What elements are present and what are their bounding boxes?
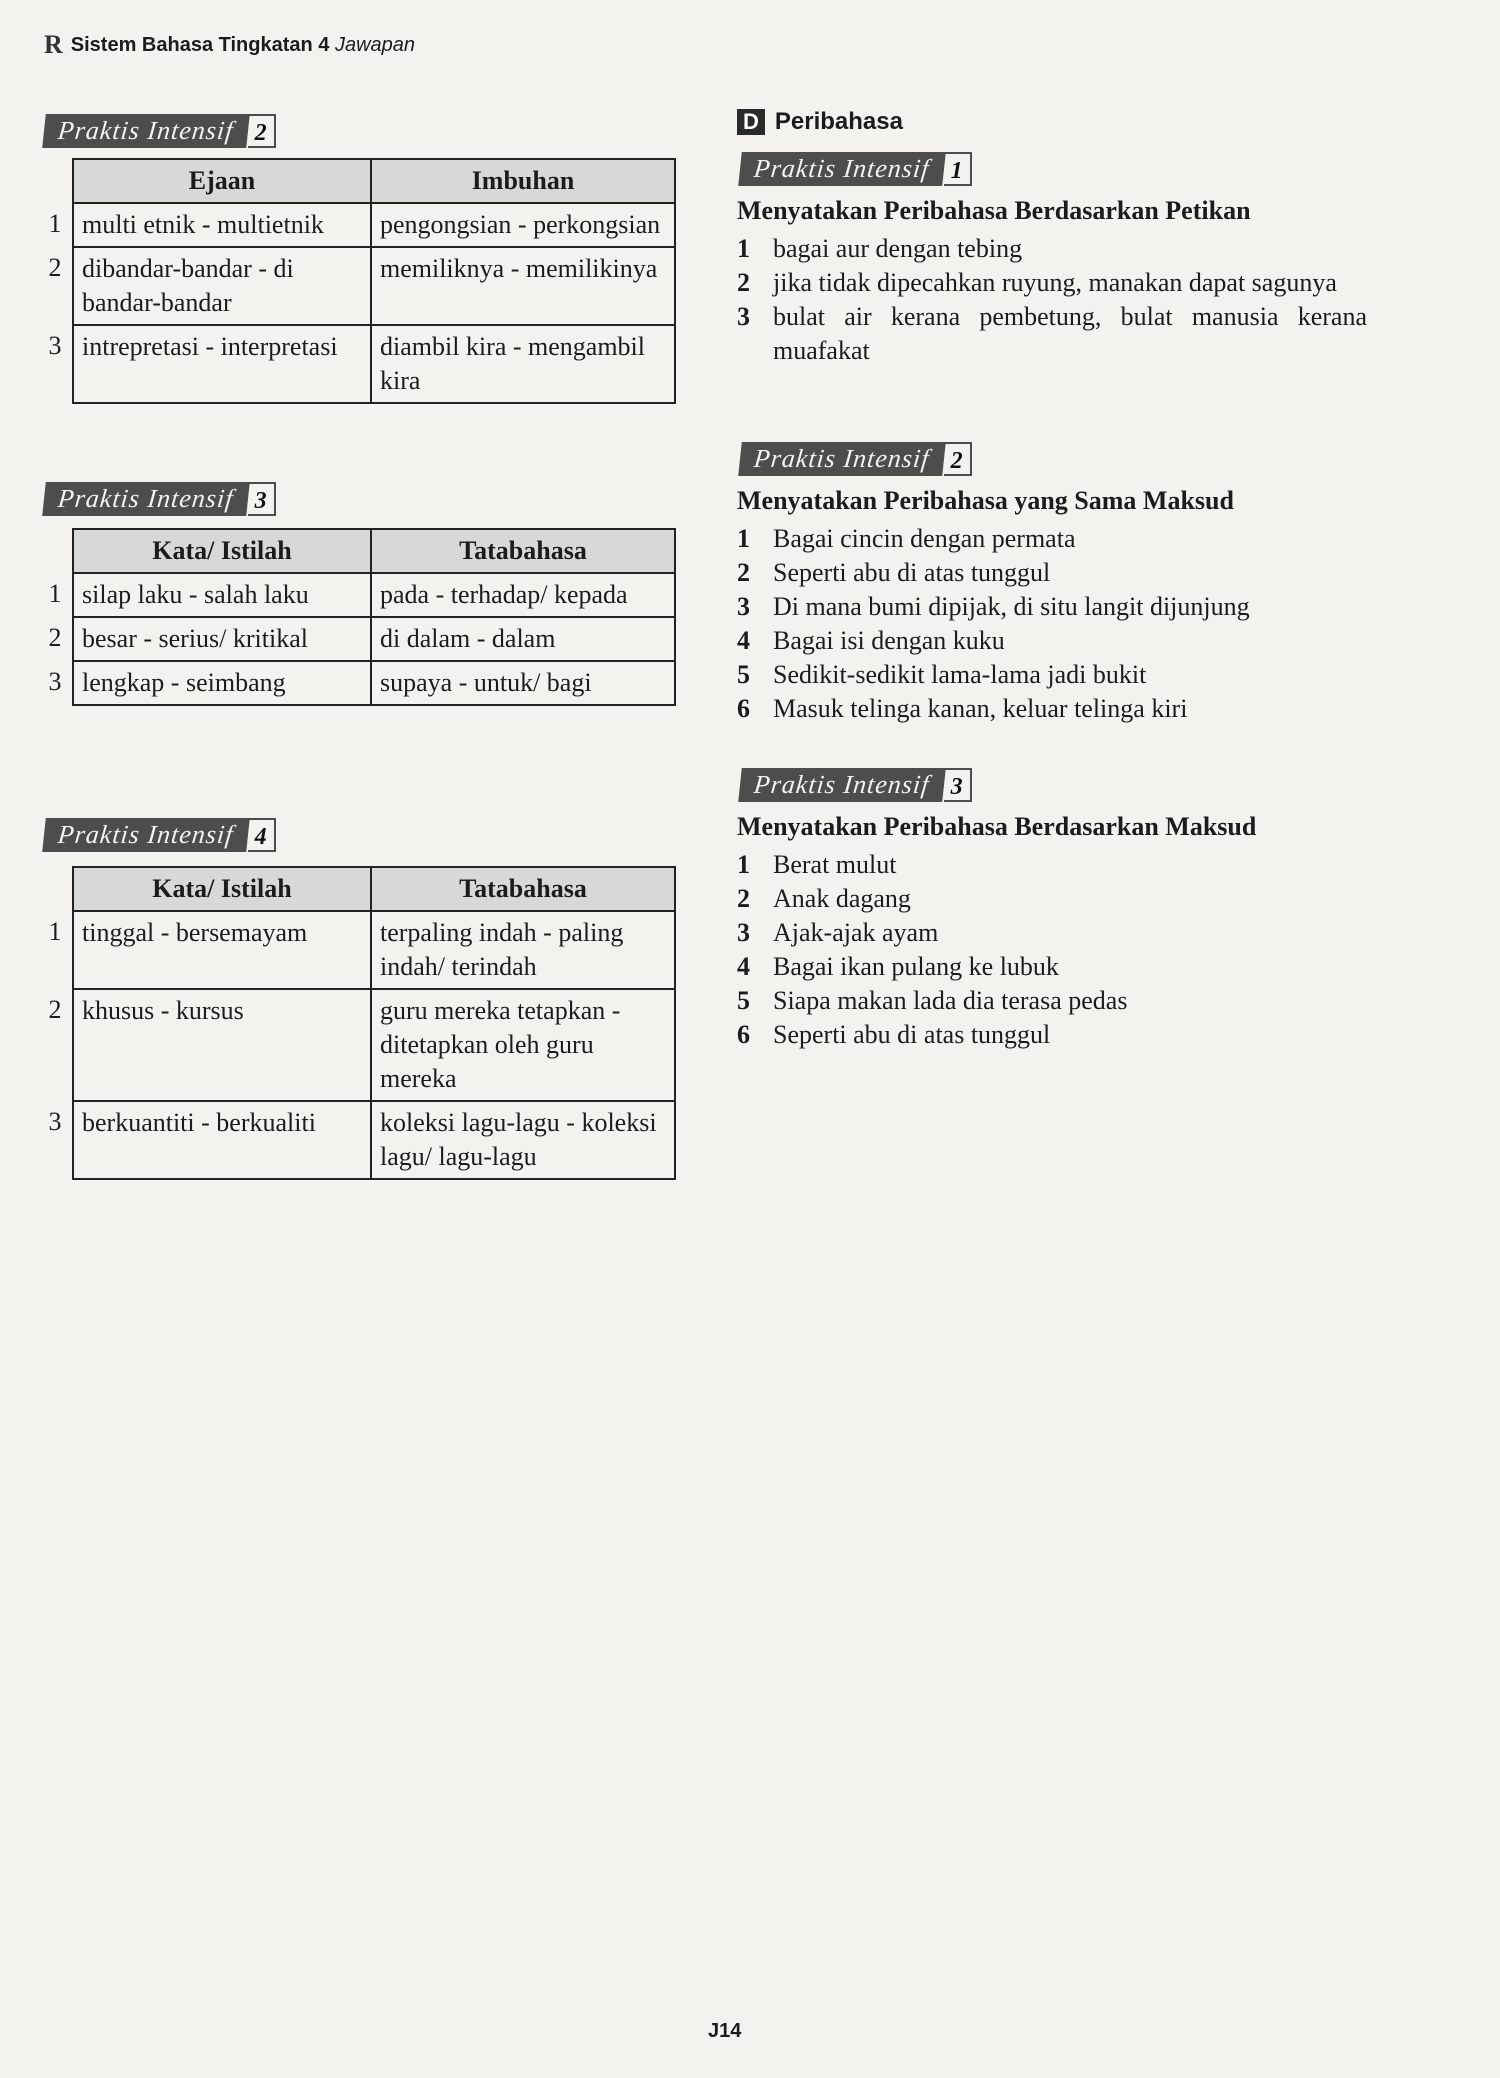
item-number: 3 xyxy=(737,302,750,331)
answer-list xyxy=(737,848,1367,1052)
row-number: 2 xyxy=(48,623,62,652)
answer-list xyxy=(737,522,1367,726)
item-number: 5 xyxy=(737,660,750,689)
item-number: 4 xyxy=(737,626,750,655)
column-header: Ejaan xyxy=(73,159,371,203)
cell-tatabahasa: terpaling indah - paling indah/ terindah xyxy=(371,911,675,989)
table-header-row xyxy=(38,159,675,203)
header-title-bold: Sistem Bahasa Tingkatan 4 xyxy=(70,33,330,56)
badge-number: 2 xyxy=(944,442,972,476)
item-text: Seperti abu di atas tunggul xyxy=(773,1020,1051,1049)
item-text: Bagai ikan pulang ke lubuk xyxy=(773,952,1059,981)
table-header-row xyxy=(38,867,675,911)
badge-label: Praktis Intensif xyxy=(738,152,945,186)
cell-kata: khusus - kursus xyxy=(73,989,371,1101)
list-item xyxy=(737,624,1367,658)
row-number: 1 xyxy=(48,917,62,946)
item-number: 1 xyxy=(737,234,750,263)
header-title-italic: Jawapan xyxy=(334,33,416,56)
badge-pi3-right xyxy=(740,768,972,802)
cell-imbuhan: diambil kira - mengambil kira xyxy=(371,325,675,403)
item-text: Bagai cincin dengan permata xyxy=(773,524,1076,553)
cell-tatabahasa: di dalam - dalam xyxy=(371,617,675,661)
table-row xyxy=(38,989,675,1101)
subheading: Menyatakan Peribahasa Berdasarkan Maksud xyxy=(737,812,1257,841)
item-text: Berat mulut xyxy=(773,850,897,879)
list-item xyxy=(737,522,1367,556)
item-number: 1 xyxy=(737,850,750,879)
item-number: 5 xyxy=(737,986,750,1015)
page-header xyxy=(44,30,415,60)
list-item xyxy=(737,848,1367,882)
item-text: bagai aur dengan tebing xyxy=(773,234,1023,263)
row-number: 2 xyxy=(48,995,62,1024)
badge-number: 4 xyxy=(248,818,276,852)
table-row xyxy=(38,661,675,705)
row-number: 1 xyxy=(48,209,62,238)
list-item xyxy=(737,916,1367,950)
item-text: Seperti abu di atas tunggul xyxy=(773,558,1051,587)
list-item xyxy=(737,266,1367,300)
row-number: 3 xyxy=(48,331,62,360)
badge-label: Praktis Intensif xyxy=(42,818,249,852)
item-number: 2 xyxy=(737,268,750,297)
badge-label: Praktis Intensif xyxy=(42,114,249,148)
cell-kata: berkuantiti - berkualiti xyxy=(73,1101,371,1179)
badge-pi4-left xyxy=(44,818,276,852)
badge-pi3-left xyxy=(44,482,276,516)
column-header: Kata/ Istilah xyxy=(73,529,371,573)
list-item xyxy=(737,232,1367,266)
cell-tatabahasa: guru mereka tetapkan - ditetapkan oleh guru mereka xyxy=(371,989,675,1101)
list-item xyxy=(737,590,1367,624)
item-number: 6 xyxy=(737,694,750,723)
item-text: Masuk telinga kanan, keluar telinga kiri xyxy=(773,694,1188,723)
badge-number: 3 xyxy=(944,768,972,802)
table-row xyxy=(38,1101,675,1179)
cell-ejaan: dibandar-bandar - di bandar-bandar xyxy=(73,247,371,325)
table-ejaan-imbuhan xyxy=(38,158,676,404)
list-item xyxy=(737,950,1367,984)
item-text: bulat air kerana pembetung, bulat manusia kerana muafakat xyxy=(773,302,1367,365)
header-title xyxy=(71,34,415,57)
row-number: 3 xyxy=(48,667,62,696)
badge-label: Praktis Intensif xyxy=(738,442,945,476)
table-row xyxy=(38,573,675,617)
item-text: jika tidak dipecahkan ruyung, manakan dapat sagunya xyxy=(773,268,1337,297)
item-text: Bagai isi dengan kuku xyxy=(773,626,1005,655)
cell-imbuhan: pengongsian - perkongsian xyxy=(371,203,675,247)
list-item xyxy=(737,556,1367,590)
item-text: Ajak-ajak ayam xyxy=(773,918,939,947)
cell-kata: besar - serius/ kritikal xyxy=(73,617,371,661)
column-header: Tatabahasa xyxy=(371,867,675,911)
badge-pi1-right xyxy=(740,152,972,186)
badge-pi2-right xyxy=(740,442,972,476)
list-item xyxy=(737,300,1367,368)
list-item xyxy=(737,692,1367,726)
section-heading xyxy=(737,108,903,136)
column-header: Kata/ Istilah xyxy=(73,867,371,911)
publisher-logo xyxy=(44,30,63,60)
list-item xyxy=(737,658,1367,692)
badge-label: Praktis Intensif xyxy=(738,768,945,802)
item-number: 3 xyxy=(737,918,750,947)
row-number: 2 xyxy=(48,253,62,282)
item-text: Di mana bumi dipijak, di situ langit dijunjung xyxy=(773,592,1250,621)
item-text: Siapa makan lada dia terasa pedas xyxy=(773,986,1128,1015)
item-number: 2 xyxy=(737,884,750,913)
list-item xyxy=(737,984,1367,1018)
cell-ejaan: intrepretasi - interpretasi xyxy=(73,325,371,403)
table-row xyxy=(38,203,675,247)
column-header: Imbuhan xyxy=(371,159,675,203)
badge-number: 3 xyxy=(248,482,276,516)
cell-imbuhan: memiliknya - memilikinya xyxy=(371,247,675,325)
cell-ejaan: multi etnik - multietnik xyxy=(73,203,371,247)
section-title: Peribahasa xyxy=(774,108,903,135)
list-item xyxy=(737,1018,1367,1052)
item-number: 4 xyxy=(737,952,750,981)
page-number: J14 xyxy=(708,2020,742,2042)
item-number: 1 xyxy=(737,524,750,553)
badge-number: 1 xyxy=(944,152,972,186)
item-text: Sedikit-sedikit lama-lama jadi bukit xyxy=(773,660,1147,689)
cell-tatabahasa: koleksi lagu-lagu - koleksi lagu/ lagu-lagu xyxy=(371,1101,675,1179)
table-header-row xyxy=(38,529,675,573)
table-kata-tatabahasa-3 xyxy=(38,528,676,706)
column-header: Tatabahasa xyxy=(371,529,675,573)
cell-tatabahasa: supaya - untuk/ bagi xyxy=(371,661,675,705)
logo-letter: R xyxy=(44,30,63,59)
table-row xyxy=(38,911,675,989)
subheading: Menyatakan Peribahasa Berdasarkan Petikan xyxy=(737,196,1251,225)
row-number: 3 xyxy=(48,1107,62,1136)
row-number: 1 xyxy=(48,579,62,608)
table-row xyxy=(38,325,675,403)
cell-tatabahasa: pada - terhadap/ kepada xyxy=(371,573,675,617)
section-letter: D xyxy=(737,109,765,135)
table-kata-tatabahasa-4 xyxy=(38,866,676,1180)
item-number: 6 xyxy=(737,1020,750,1049)
badge-pi2-left xyxy=(44,114,276,148)
badge-number: 2 xyxy=(248,114,276,148)
cell-kata: silap laku - salah laku xyxy=(73,573,371,617)
item-number: 2 xyxy=(737,558,750,587)
item-number: 3 xyxy=(737,592,750,621)
item-text: Anak dagang xyxy=(773,884,911,913)
list-item xyxy=(737,882,1367,916)
cell-kata: lengkap - seimbang xyxy=(73,661,371,705)
table-row xyxy=(38,617,675,661)
cell-kata: tinggal - bersemayam xyxy=(73,911,371,989)
table-row xyxy=(38,247,675,325)
badge-label: Praktis Intensif xyxy=(42,482,249,516)
subheading: Menyatakan Peribahasa yang Sama Maksud xyxy=(737,486,1234,515)
answer-list xyxy=(737,232,1367,368)
